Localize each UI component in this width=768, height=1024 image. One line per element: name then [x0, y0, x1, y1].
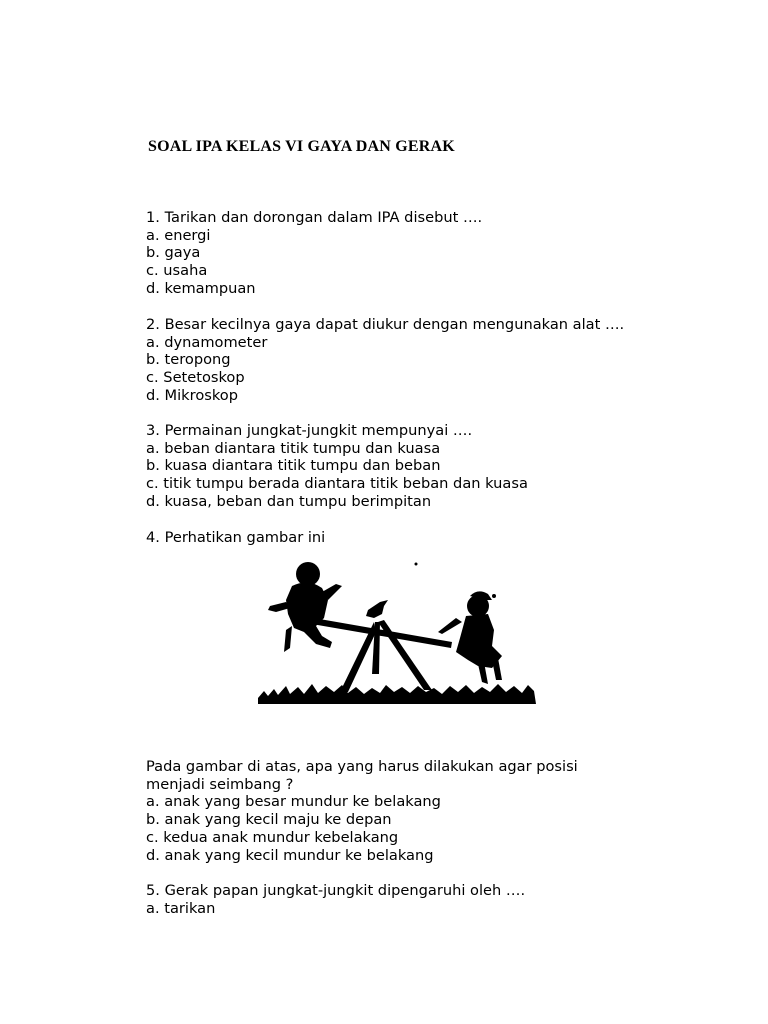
option-b: b. kuasa diantara titik tumpu dan beban [146, 457, 441, 475]
seesaw-children-silhouette-icon [256, 556, 538, 708]
question-2 [146, 316, 624, 405]
option-c: c. Setetoskop [146, 369, 245, 387]
question-5 [146, 882, 525, 917]
option-a: a. dynamometer [146, 333, 268, 351]
option-a: a. anak yang besar mundur ke belakang [146, 793, 441, 811]
option-d: d. Mikroskop [146, 386, 238, 404]
question-text-line-2: menjadi seimbang ? [146, 775, 294, 793]
option-c: c. titik tumpu berada diantara titik beban dan kuasa [146, 475, 528, 493]
question-text: 5. Gerak papan jungkat-jungkit dipengaruhi oleh …. [146, 882, 526, 899]
option-b: b. teropong [146, 351, 231, 369]
question-text: 3. Permainan jungkat-jungkit mempunyai …. [146, 422, 473, 439]
option-c: c. kedua anak mundur kebelakang [146, 828, 399, 846]
question-text: 4. Perhatikan gambar ini [146, 529, 326, 546]
option-d: d. anak yang kecil mundur ke belakang [146, 846, 434, 864]
question-1 [146, 209, 482, 298]
option-d: d. kemampuan [146, 279, 256, 297]
option-b: b. gaya [146, 244, 201, 262]
question-text: 2. Besar kecilnya gaya dapat diukur dengan mengunakan alat …. [146, 316, 625, 333]
option-d: d. kuasa, beban dan tumpu berimpitan [146, 492, 432, 510]
option-a: a. beban diantara titik tumpu dan kuasa [146, 439, 441, 457]
page-title: SOAL IPA KELAS VI GAYA DAN GERAK [148, 138, 455, 155]
option-a: a. energi [146, 226, 211, 244]
question-text: 1. Tarikan dan dorongan dalam IPA disebut …. [146, 209, 483, 226]
option-c: c. usaha [146, 262, 208, 280]
question-text-line-1: Pada gambar di atas, apa yang harus dilakukan agar posisi [146, 758, 578, 775]
option-a: a. tarikan [146, 899, 216, 917]
question-4 [146, 529, 325, 547]
question-3 [146, 422, 528, 511]
option-b: b. anak yang kecil maju ke depan [146, 811, 392, 829]
question-4-followup [146, 758, 578, 864]
